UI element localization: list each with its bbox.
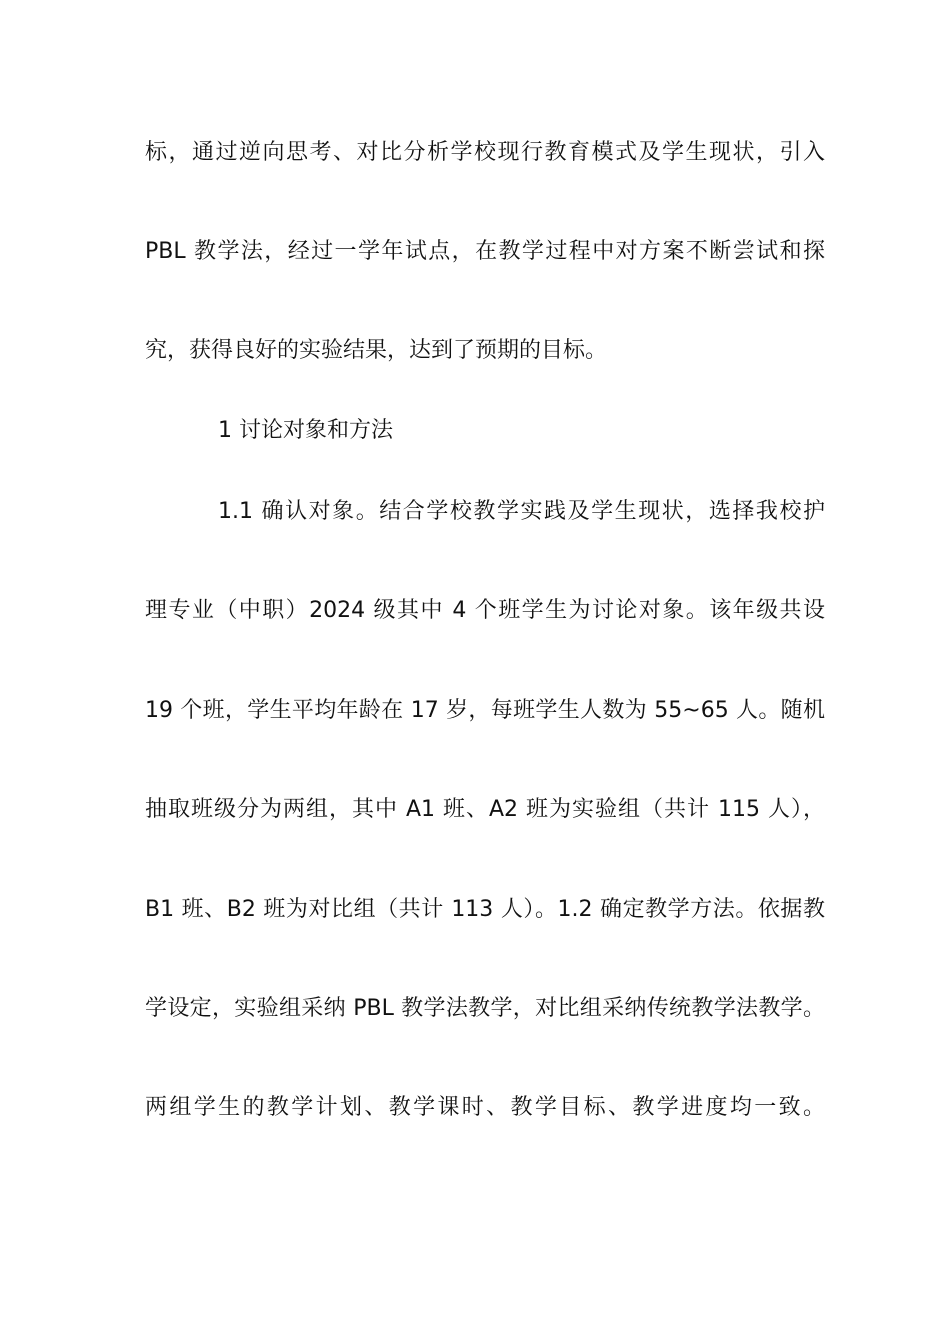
paragraph-line: 标，通过逆向思考、对比分析学校现行教育模式及学生现状，引入 [145,140,825,165]
section-heading: 1 讨论对象和方法 [218,418,393,443]
paragraph-line: PBL 教学法，经过一学年试点，在教学过程中对方案不断尝试和探 [145,239,825,264]
paragraph-line: 理专业（中职）2024 级其中 4 个班学生为讨论对象。该年级共设 [145,598,825,623]
paragraph-line: 1.1 确认对象。结合学校教学实践及学生现状，选择我校护 [218,499,825,524]
paragraph-line: 两组学生的教学计划、教学课时、教学目标、教学进度均一致。 [145,1095,825,1120]
paragraph-line: 究，获得良好的实验结果，达到了预期的目标。 [145,338,608,363]
paragraph-line: 19 个班，学生平均年龄在 17 岁，每班学生人数为 55~65 人。随机 [145,698,825,723]
paragraph-line: B1 班、B2 班为对比组（共计 113 人）。1.2 确定教学方法。依据教 [145,897,825,922]
paragraph-line: 学设定，实验组采纳 PBL 教学法教学，对比组采纳传统教学法教学。 [145,996,825,1021]
paragraph-line: 抽取班级分为两组，其中 A1 班、A2 班为实验组（共计 115 人）， [145,797,825,822]
